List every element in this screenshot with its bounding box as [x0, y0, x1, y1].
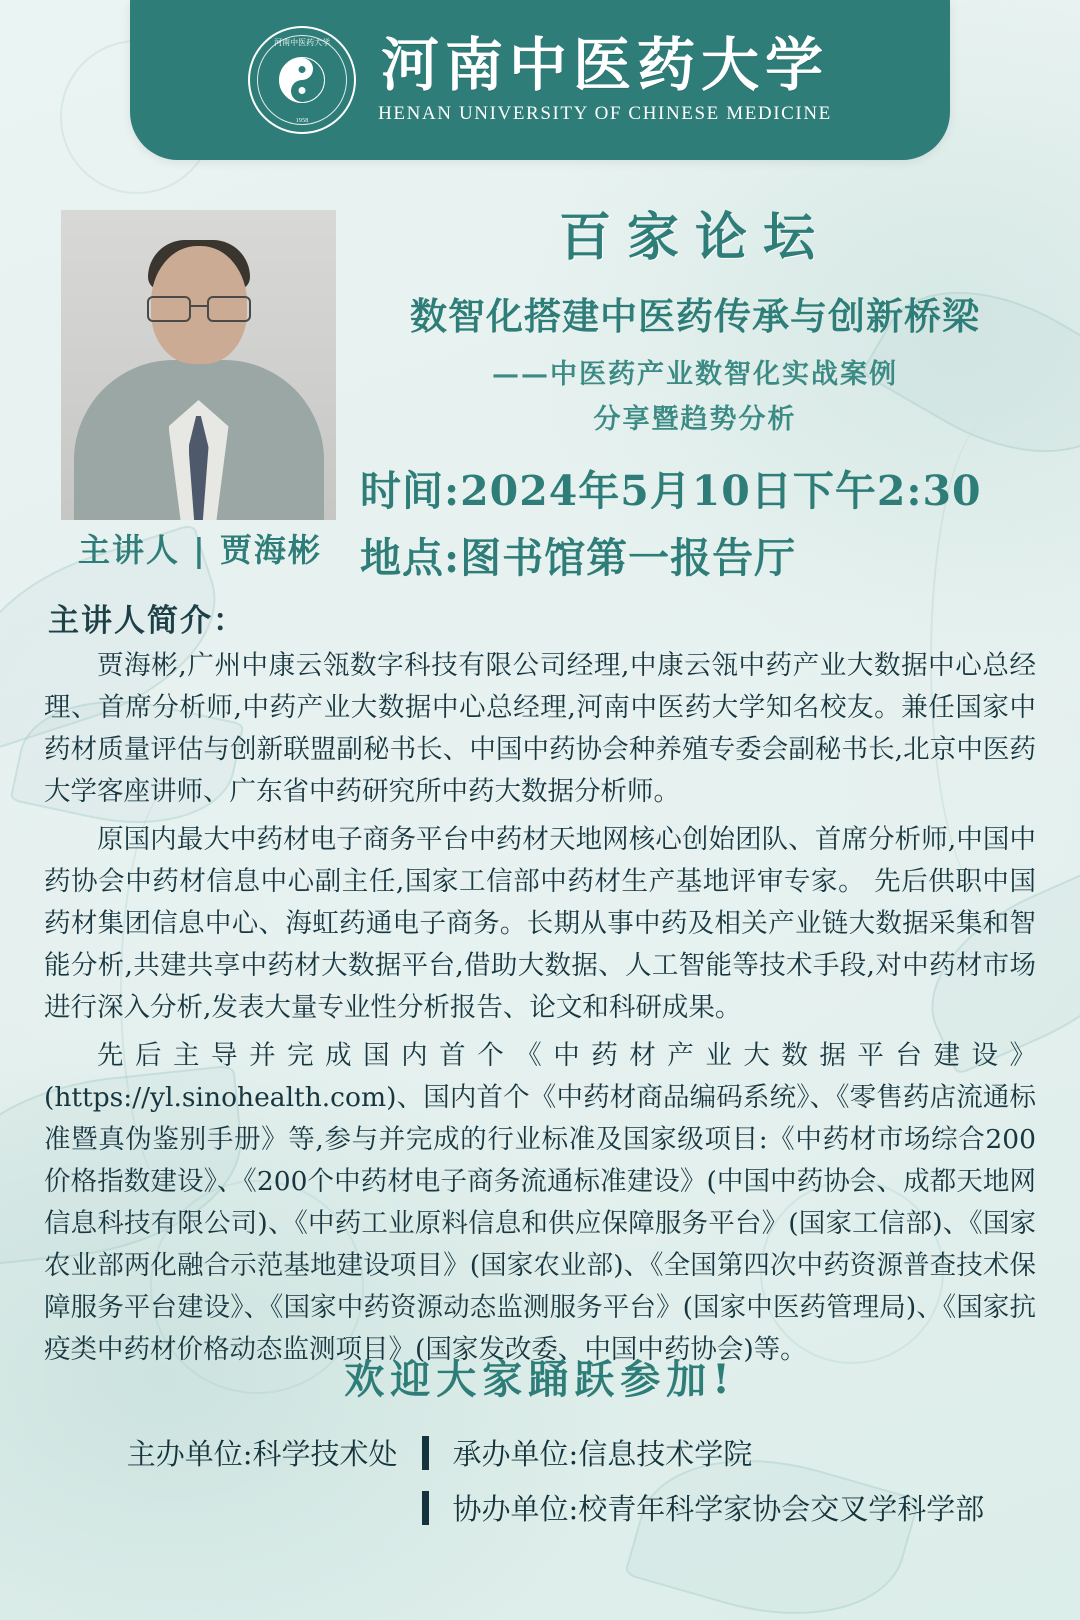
- footer: [0, 1432, 1080, 1542]
- bio-body: [44, 645, 1036, 1377]
- bio-heading: 主讲人简介：: [48, 603, 246, 638]
- organizer-host: 主办单位:科学技术处: [126, 1437, 398, 1471]
- speaker-photo: [61, 210, 336, 520]
- footer-row-2: [0, 1487, 1080, 1528]
- event-time: 时间:2024年5月10日下午2:30: [360, 467, 982, 515]
- subtitle-line2: ——中医药产业数智化实战案例: [492, 359, 898, 390]
- university-name-en: HENAN UNIVERSITY OF CHINESE MEDICINE: [378, 103, 832, 125]
- subtitle-line3: 分享暨趋势分析: [593, 404, 797, 435]
- footer-row-1: [0, 1432, 1080, 1473]
- speaker-name: 主讲人 | 贾海彬: [78, 531, 322, 569]
- subtitle: 数智化搭建中医药传承与创新桥梁: [410, 294, 980, 338]
- divider-bar: [422, 1491, 429, 1525]
- welcome-text: 欢迎大家踊跃参加!: [344, 1356, 736, 1403]
- university-name-cn: 河南中医药大学: [380, 30, 829, 99]
- glasses-icon: [147, 296, 251, 318]
- logo-arc-top-text: 河南中医药大学: [274, 38, 331, 47]
- organizer-coorganizer: 协办单位:校青年科学家协会交叉学科学部: [452, 1492, 985, 1526]
- event-place: 地点:图书馆第一报告厅: [360, 534, 797, 582]
- bio-paragraph: 原国内最大中药材电子商务平台中药材天地网核心创始团队、首席分析师,中国中药协会中药材信息中心副主任,国家工信部中药材生产基地评审专家。 先后供职中国药材集团信息中心、海虹药通电子商务。长期从事中药及相关产业链大数据采集和智能分析,共建共享中药材大数据平台,借助大数据、人工智能等技术手段,对中药材市场进行深入分析,发表大量专业性分析报告、论文和科研成果。: [44, 824, 1036, 1023]
- header-banner: [130, 0, 950, 160]
- page-title: 百家论坛: [558, 207, 831, 268]
- bio-paragraph: 贾海彬,广州中康云瓴数字科技有限公司经理,中康云瓴中药产业大数据中心总经理、首席分析师,中药产业大数据中心总经理,河南中医药大学知名校友。兼任国家中药材质量评估与创新联盟副秘书长、中国中药协会种养殖专委会副秘书长,北京中医药大学客座讲师、广东省中药研究所中药大数据分析师。: [44, 650, 1036, 807]
- university-logo-icon: [248, 26, 356, 134]
- title-block: [350, 195, 1040, 584]
- bio-paragraph: 先后主导并完成国内首个《中药材产业大数据平台建设》(https://yl.sinohealth.com)、国内首个《中药材商品编码系统》、《零售药店流通标准暨真伪鉴别手册》等,参与并完成的行业标准及国家级项目:《中药材市场综合200价格指数建设》、《200个中药材电子商务流通标准建设》(中国中药协会、成都天地网信息科技有限公司)、《中药工业原料信息和供应保障服务平台》(国家工信部)、《国家农业部两化融合示范基地建设项目》(国家农业部)、《全国第四次中药资源普查技术保障服务平台建设》、《国家中药资源动态监测服务平台》(国家中医药管理局)、《国家抗疫类中药材价格动态监测项目》(国家发改委、中国中药协会)等。: [44, 1040, 1036, 1365]
- university-name-block: [378, 30, 832, 126]
- organizer-undertaker: 承办单位:信息技术学院: [452, 1437, 753, 1471]
- divider-bar: [422, 1436, 429, 1470]
- taiji-icon: [279, 57, 325, 103]
- logo-arc-bottom-text: 1958: [295, 118, 309, 124]
